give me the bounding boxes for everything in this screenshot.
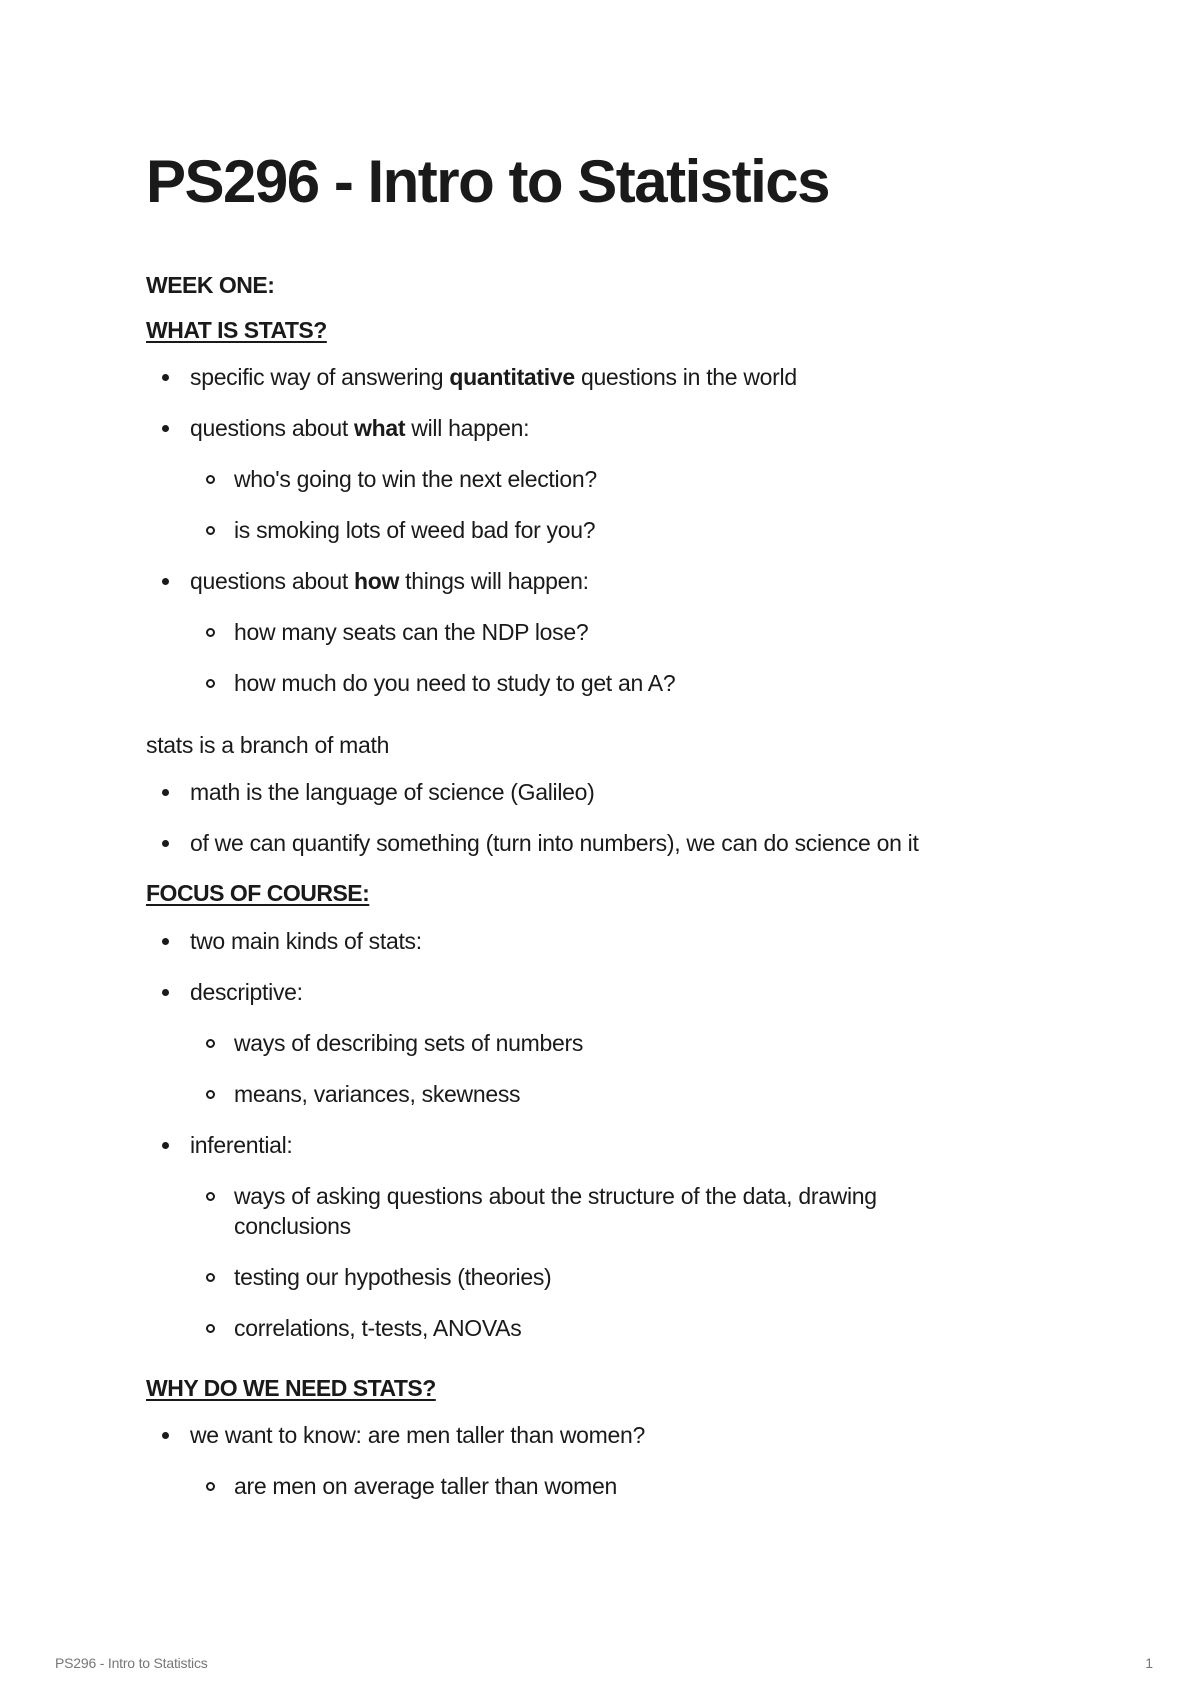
list-item: two main kinds of stats:: [146, 926, 994, 956]
sub-list-item: ways of asking questions about the structure of the data, drawing conclusions: [190, 1181, 994, 1241]
page-title: PS296 - Intro to Statistics: [146, 148, 830, 215]
sub-list-item: correlations, t-tests, ANOVAs: [190, 1313, 994, 1343]
what-is-stats-list: [146, 362, 797, 719]
sub-list: [190, 1471, 645, 1501]
page-footer: [0, 1637, 1200, 1697]
list-item: questions about how things will happen: how many seats can the NDP lose? how much do you need to study to get an A?: [146, 566, 797, 698]
sub-list: [190, 617, 797, 698]
stats-branch-text: stats is a branch of math: [146, 732, 390, 758]
list-item: specific way of answering quantitative questions in the world: [146, 362, 797, 392]
sub-list-item: who's going to win the next election?: [190, 464, 797, 494]
sub-list: [190, 1028, 994, 1109]
focus-of-course-list: [146, 926, 994, 1364]
section-heading-what-is-stats: WHAT IS STATS?: [146, 317, 327, 343]
sub-list-item: how many seats can the NDP lose?: [190, 617, 797, 647]
sub-list-item: testing our hypothesis (theories): [190, 1262, 994, 1292]
week-label: WEEK ONE:: [146, 272, 275, 298]
sub-list-item: are men on average taller than women: [190, 1471, 645, 1501]
list-item: of we can quantify something (turn into numbers), we can do science on it: [146, 828, 919, 858]
footer-title: PS296 - Intro to Statistics: [55, 1655, 208, 1671]
list-item: questions about what will happen: who's going to win the next election? is smoking lots of weed bad for you?: [146, 413, 797, 545]
sub-list-item: means, variances, skewness: [190, 1079, 994, 1109]
list-item: we want to know: are men taller than women? are men on average taller than women: [146, 1420, 645, 1501]
why-stats-list: [146, 1420, 645, 1522]
stats-branch-list: [146, 777, 919, 879]
sub-list: [190, 464, 797, 545]
list-item: descriptive: ways of describing sets of numbers means, variances, skewness: [146, 977, 994, 1109]
list-item: math is the language of science (Galileo): [146, 777, 919, 807]
sub-list-item: how much do you need to study to get an A?: [190, 668, 797, 698]
section-heading-focus-of-course: FOCUS OF COURSE:: [146, 880, 370, 906]
list-item: inferential: ways of asking questions about the structure of the data, drawing conclusions testing our hypothesis (theories) correlations, t-tests, ANOVAs: [146, 1130, 994, 1343]
page-number: 1: [1145, 1655, 1153, 1671]
sub-list: [190, 1181, 994, 1343]
sub-list-item: ways of describing sets of numbers: [190, 1028, 994, 1058]
sub-list-item: is smoking lots of weed bad for you?: [190, 515, 797, 545]
section-heading-why-stats: WHY DO WE NEED STATS?: [146, 1375, 436, 1401]
